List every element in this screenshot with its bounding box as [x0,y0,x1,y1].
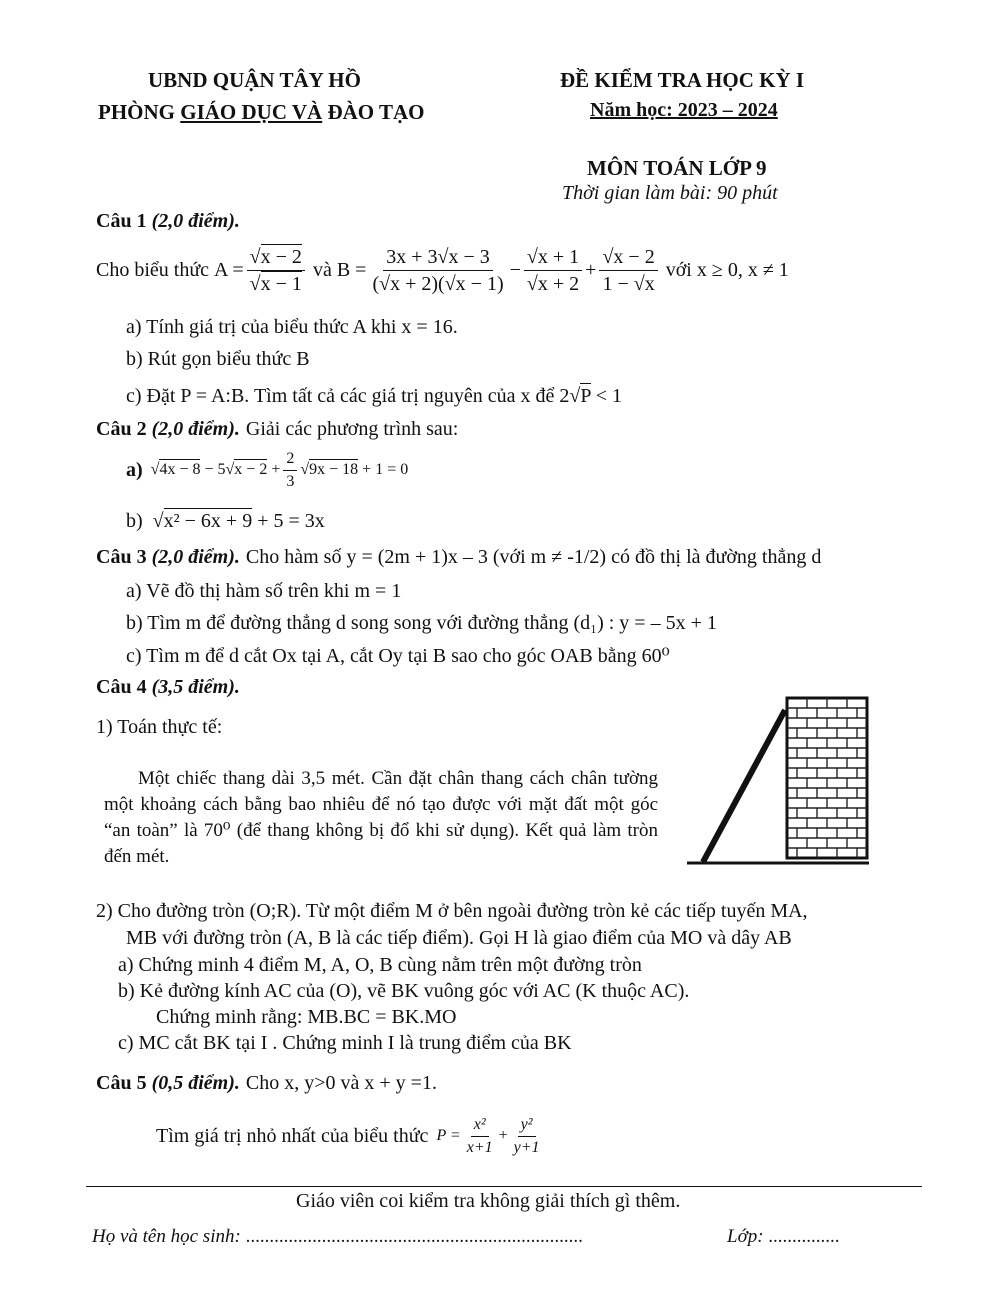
fraction-y: $\frac{\text{y²}}{y+1}$ [513,1116,540,1156]
q4-part2-b1: b) Kẻ đường kính AC của (O), vẽ BK vuông góc với AC (K thuộc AC). [118,980,690,1002]
q4-heading: Câu 4 (3,5 điểm). [96,676,240,698]
q4-part1-text: Một chiếc thang dài 3,5 mét. Cần đặt chân thang cách chân tường một khoảng cách bằng bao nhiêu để nó tạo được với mặt đất một góc “an toàn” là 70⁰ (để thang không bị đổ khi sử dụng). Kết quả làm tròn đến mét. [104,768,658,867]
fraction-2-3: $\frac{2}{3}$ [283,450,297,490]
q4-part2-a: a) Chứng minh 4 điểm M, A, O, B cùng nằm trên một đường tròn [118,954,642,976]
q1-heading: Câu 1 (2,0 điểm). [96,210,240,232]
exam-title: ĐỀ KIỂM TRA HỌC KỲ I [560,68,805,92]
duration: Thời gian làm bài: 90 phút [562,182,778,204]
q3-heading: Câu 3 (2,0 điểm). Cho hàm số y = (2m + 1)x – 3 (với m ≠ -1/2) có đồ thị là đường thẳng d [96,546,822,568]
fraction-B2: $\frac{√x + 1}{√x + 2}$ [524,246,582,295]
class-field: Lớp: ............... [727,1226,840,1247]
q2-heading: Câu 2 (2,0 điểm). Giải các phương trình sau: [96,418,459,440]
q4-part2-b2: Chứng minh rằng: MB.BC = BK.MO [156,1006,457,1028]
org-line-2: PHÒNG GIÁO DỤC VÀ ĐÀO TẠO [98,100,425,124]
q2-part-a: a) √4x − 8 − 5√x − 2 + $\frac{2}{3}$ √9x − 18 + 1 = 0 [126,450,409,490]
q2-part-b: b) √x² − 6x + 9 + 5 = 3x [126,510,325,532]
ladder-wall-illustration [685,690,875,870]
brick-wall [787,698,867,858]
q4-part2-line1: 2) Cho đường tròn (O;R). Từ một điểm M ở bên ngoài đường tròn kẻ các tiếp tuyến MA, [96,900,808,922]
ladder [703,710,785,862]
q3-part-c: c) Tìm m để d cắt Ox tại A, cắt Oy tại B sao cho góc OAB bằng 60⁰ [126,645,670,667]
q4-part1-title: 1) Toán thực tế: [96,716,223,738]
q1-part-a: a) Tính giá trị của biểu thức A khi x = 16. [126,316,458,338]
subject: MÔN TOÁN LỚP 9 [587,156,767,180]
q3-part-b: b) Tìm m để đường thẳng d song song với đường thẳng (d₁) : y = – 5x + 1 [126,612,717,634]
fraction-B3: $\frac{√x - 2}{1 - √x}$ [599,246,657,295]
q4-part2-c: c) MC cắt BK tại I . Chứng minh I là trung điểm của BK [118,1032,572,1054]
fraction-A: $\frac{√x - 2}{√x - 1}$ [247,246,305,295]
fraction-B1: $\frac{3x + 3√x - 3}{(√x + 2)(√x - 1)}$ [372,246,504,295]
q4-part2-line2: MB với đường tròn (A, B là các tiếp điểm). Gọi H là giao điểm của MO và dây AB [126,927,792,949]
school-year: Năm học: 2023 – 2024 [590,99,778,121]
q5-task: Tìm giá trị nhỏ nhất của biểu thức P = $\frac{\text{x²}}{x+1}$ + $\frac{\text{y²}}{y+1}$ [156,1116,546,1156]
fraction-x: $\frac{\text{x²}}{x+1}$ [466,1116,493,1156]
q1-part-b: b) Rút gọn biểu thức B [126,348,310,370]
q1-part-c: c) Đặt P = A:B. Tìm tất cả các giá trị nguyên của x để 2√P < 1 [126,385,623,407]
q1-expressions: Cho biểu thức A = $\frac{√x - 2}{√x - 1}$ và B = $\frac{3x + 3√x - 3}{(√x + 2)(√x - 1)}$ − $\frac{√x + 1}{√x + 2}$ + $\frac{√x - 2}{1 - √x}$ với x ≥ 0, x ≠ 1 [96,246,789,295]
student-name-field: Họ và tên học sinh: ....................................................................... [92,1226,583,1247]
footer-note: Giáo viên coi kiểm tra không giải thích gì thêm. [296,1190,681,1212]
q5-heading: Câu 5 (0,5 điểm). Cho x, y>0 và x + y =1. [96,1072,437,1094]
org-line-1: UBND QUẬN TÂY HỒ [148,68,361,92]
q3-part-a: a) Vẽ đồ thị hàm số trên khi m = 1 [126,580,402,602]
footer-divider [86,1186,922,1187]
